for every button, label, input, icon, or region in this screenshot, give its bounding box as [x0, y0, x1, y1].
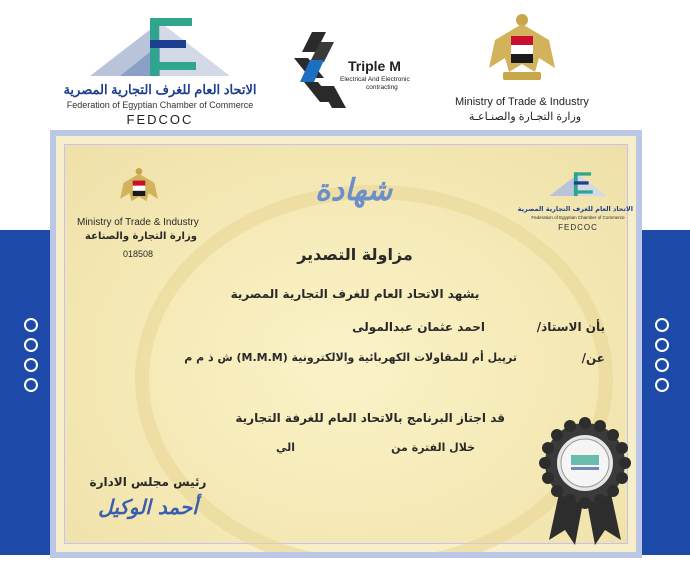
cert-signature: أحمد الوكيل: [98, 495, 198, 519]
cert-serial: 018508: [123, 249, 154, 259]
cert-ministry-arabic: وزارة التجارة والصناعة: [85, 231, 197, 242]
cert-company: ترپيل أم للمقاولات الكهربائية والالكترونية (M.M.M) ش ذ م م: [184, 351, 517, 364]
certificate: [50, 130, 642, 558]
cert-label-to: بأن الاستاذ/: [536, 320, 605, 334]
ministry-header-arabic: وزارة التجـارة والصنـاعـة: [468, 111, 582, 123]
cert-fedcoc-arabic: الاتحاد العام للغرف التجارية المصرية: [517, 205, 633, 213]
triple-m-tagline-1: Electrical And Electronic: [340, 76, 410, 83]
egypt-eagle-icon: [119, 165, 159, 211]
certificate-inner: [64, 144, 633, 544]
cert-subject: مزاولة التصدير: [297, 245, 413, 264]
ministry-header-english: Ministry of Trade & Industry: [455, 96, 589, 108]
triple-m-logo-icon: [290, 30, 350, 110]
cert-board-chair-label: رئيس مجلس الادارة: [89, 475, 207, 489]
cert-heading: شهادة: [315, 173, 393, 208]
left-dots: [24, 318, 38, 392]
cert-period-to: الي: [275, 441, 295, 454]
fedcoc-header-english: Federation of Egyptian Chamber of Commerce: [66, 100, 254, 110]
cert-certify-line: يشهد الاتحاد العام للغرف التجارية المصرية: [230, 287, 480, 301]
cert-period-from: خلال الفترة من: [391, 441, 475, 454]
fedcoc-header-logo: [50, 14, 270, 127]
egypt-eagle-icon: [487, 10, 557, 88]
fedcoc-logo-icon: [50, 14, 270, 84]
triple-m-name: Triple M: [348, 58, 401, 74]
right-dots: [655, 318, 669, 392]
cert-passed-line: قد اجتاز البرنامج بالاتحاد العام للغرفة التجارية: [235, 411, 505, 425]
triple-m-logo: [290, 30, 430, 120]
cert-fedcoc-english: Federation of Egyptian Chamber of Commerce: [531, 215, 625, 220]
fedcoc-header-acronym: FEDCOC: [126, 112, 194, 127]
fedcoc-logo-icon: [533, 167, 623, 203]
ministry-header-logo: [455, 10, 595, 125]
cert-person-name: احمد عثمان عبدالمولى: [352, 320, 485, 334]
cert-fedcoc-acronym: FEDCOC: [558, 223, 598, 232]
cert-ministry-english: Ministry of Trade & Industry: [77, 217, 199, 228]
cert-label-from: عن/: [581, 351, 605, 365]
rosette-seal-icon: [535, 415, 635, 545]
triple-m-tagline-2: contracting: [366, 84, 398, 91]
fedcoc-header-arabic: الاتحاد العام للغرف التجارية المصرية: [63, 82, 257, 97]
